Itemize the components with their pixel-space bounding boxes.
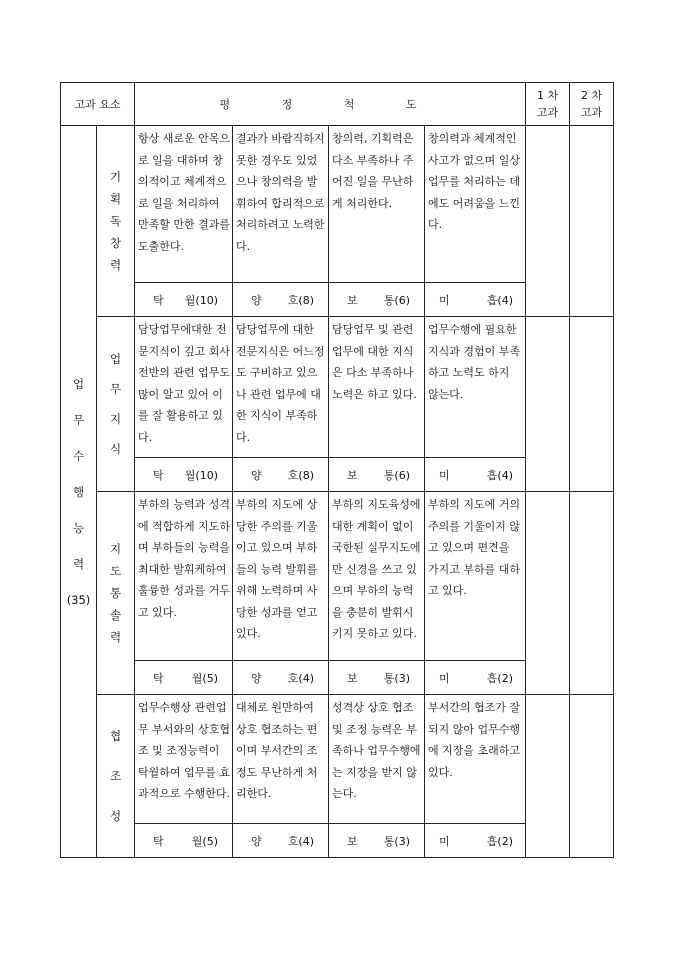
round1-score-cell[interactable] <box>526 317 570 492</box>
desc-excellent: 항상 새로운 안목으로 일을 대하며 창의적이고 체계적으로 일을 처리하여 만족할 만한 결과를 도출한다. <box>135 126 233 283</box>
main-category-cell: 업 무 수 행 능 력 (35) <box>61 126 97 858</box>
round1-score-cell[interactable] <box>526 492 570 695</box>
item-4-desc-row <box>61 695 614 824</box>
desc-poor: 부하의 지도에 거의 주의를 기울이지 않고 있으며 편견을 가지고 부하를 대하고 있다. <box>425 492 526 661</box>
desc-good: 대체로 원만하여 상호 협조하는 편이며 부서간의 조정도 무난하게 처리한다. <box>233 695 329 824</box>
desc-poor: 창의력과 체계적인 사고가 없으며 일상업무를 처리하는 데에도 어려움을 느낀다. <box>425 126 526 283</box>
item-1-desc-row <box>61 126 614 283</box>
header-criteria: 평 정 척 도 <box>135 83 526 126</box>
sub-category-3: 지 도 통 솔 력 <box>97 492 135 695</box>
desc-excellent: 업무수행상 관련업무 부서와의 상호협조 및 조정능력이 탁월하여 업무를 효과적으로 수행한다. <box>135 695 233 824</box>
desc-average: 부하의 지도육성에 대한 계획이 없이 국한된 실무지도에만 신경을 쓰고 있으며 부하의 능력을 충분히 발휘시키지 못하고 있다. <box>329 492 425 661</box>
round1-score-cell[interactable] <box>526 126 570 317</box>
header-round1: 1 차 고과 <box>526 83 570 126</box>
grade-average: 보 통(3) <box>329 824 425 858</box>
grade-excellent: 탁 월(5) <box>135 824 233 858</box>
header-round2: 2 차 고과 <box>570 83 614 126</box>
sub-category-1: 기 획 독 창 력 <box>97 126 135 317</box>
desc-average: 창의력, 기획력은 다소 부족하나 주어진 일을 무난하게 처리한다. <box>329 126 425 283</box>
grade-good: 양 호(8) <box>233 283 329 317</box>
round2-score-cell[interactable] <box>570 126 614 317</box>
grade-average: 보 통(6) <box>329 458 425 492</box>
desc-average: 담당업무 및 관련업무에 대한 지식은 다소 부족하나 노력은 하고 있다. <box>329 317 425 458</box>
round2-score-cell[interactable] <box>570 695 614 858</box>
header-category: 고과 요소 <box>61 83 135 126</box>
round2-score-cell[interactable] <box>570 317 614 492</box>
grade-good: 양 호(4) <box>233 661 329 695</box>
round1-score-cell[interactable] <box>526 695 570 858</box>
desc-excellent: 담당업무에대한 전문지식이 깊고 회사전반의 관련 업무도 많이 알고 있어 이를 잘 활용하고 있다. <box>135 317 233 458</box>
grade-poor: 미 흡(4) <box>425 458 526 492</box>
appraisal-table <box>60 82 614 858</box>
grade-poor: 미 흡(2) <box>425 824 526 858</box>
header-row <box>61 83 614 126</box>
desc-good: 담당업무에 대한 전문지식은 어느정도 구비하고 있으나 관련 업무에 대한 지식이 부족하다. <box>233 317 329 458</box>
item-2-desc-row <box>61 317 614 458</box>
desc-poor: 부서간의 협조가 잘 되지 않아 업무수행에 지장을 초래하고 있다. <box>425 695 526 824</box>
desc-poor: 업무수행에 필요한 지식과 경험이 부족하고 노력도 하지 않는다. <box>425 317 526 458</box>
grade-excellent: 탁 월(5) <box>135 661 233 695</box>
grade-good: 양 호(8) <box>233 458 329 492</box>
grade-excellent: 탁 월(10) <box>135 458 233 492</box>
main-category-score: (35) <box>66 592 91 607</box>
round2-score-cell[interactable] <box>570 492 614 695</box>
desc-excellent: 부하의 능력과 성격에 적합하게 지도하며 부하들의 능력을 최대한 발휘케하여 훌륭한 성과를 거두고 있다. <box>135 492 233 661</box>
grade-average: 보 통(3) <box>329 661 425 695</box>
grade-average: 보 통(6) <box>329 283 425 317</box>
desc-average: 성격상 상호 협조 및 조정 능력은 부족하나 업무수행에는 지장을 받지 않는다. <box>329 695 425 824</box>
grade-excellent: 탁 월(10) <box>135 283 233 317</box>
grade-good: 양 호(4) <box>233 824 329 858</box>
grade-poor: 미 흡(4) <box>425 283 526 317</box>
sub-category-2: 업 무 지 식 <box>97 317 135 492</box>
desc-good: 결과가 바람직하지 못한 경우도 있었으나 창의력을 발휘하여 합리적으로 처리하려고 노력한다. <box>233 126 329 283</box>
desc-good: 부하의 지도에 상당한 주의를 기울이고 있으며 부하들의 능력 발휘를 위해 노력하며 사당한 성과를 얻고 있다. <box>233 492 329 661</box>
item-3-desc-row <box>61 492 614 661</box>
sub-category-4: 협 조 성 <box>97 695 135 858</box>
grade-poor: 미 흡(2) <box>425 661 526 695</box>
